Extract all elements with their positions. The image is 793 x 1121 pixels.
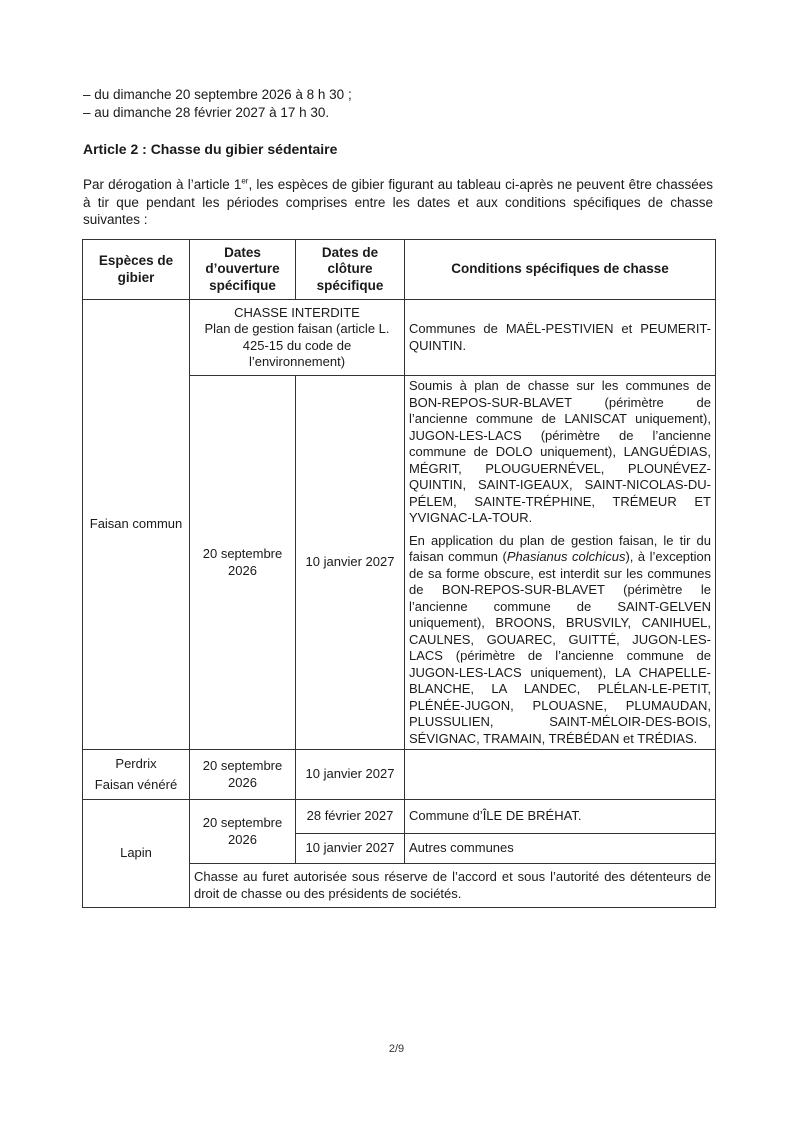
date-list bbox=[83, 86, 352, 122]
date-line-start: – du dimanche 20 septembre 2026 à 8 h 30 ; bbox=[83, 87, 352, 102]
species-lapin: Lapin bbox=[83, 800, 190, 908]
perdrix-opening: 20 septembre 2026 bbox=[190, 750, 296, 800]
faisan-cond-text-b: ), à l’exception de sa forme obscure, est interdit sur les communes de BON-REPOS-SUR-BLAVET (périmètre le l’ancienne commune de SAINT-GELVEN uniquement), BROONS, BRUSVILY, CANIHUEL, CAULNES, GOUAREC, GUITTÉ, JUGON-LES-LACS (périmètre de l’ancienne commune de JUGON-LES-LACS uniquement), LA CHAPELLE-BLANCHE, LA LANDEC, PLÉLAN-LE-PETIT, PLÉNÉE-JUGON, PLOUASNE, PLUMAUDAN, PLUSSULIEN, SAINT-MÉLOIR-DES-BOIS, SÉVIGNAC, TRAMAIN, TRÉBÉDAN et TRÉDIAS. bbox=[409, 549, 712, 746]
perdrix-closing: 10 janvier 2027 bbox=[296, 750, 405, 800]
header-conditions: Conditions spécifiques de chasse bbox=[405, 240, 716, 300]
perdrix-conditions bbox=[405, 750, 716, 800]
lapin-conditions-autres: Autres communes bbox=[405, 834, 716, 864]
article-title: Article 2 : Chasse du gibier sédentaire bbox=[83, 141, 338, 157]
lapin-closing-autres: 10 janvier 2027 bbox=[296, 834, 405, 864]
latin-name: Phasianus colchicus bbox=[506, 549, 626, 564]
table-row-perdrix bbox=[83, 750, 716, 800]
faisan-conditions-plan-gestion bbox=[409, 533, 711, 748]
faisan-interdite-conditions: Communes de MAËL-PESTIVIEN et PEUMERIT-QUINTIN. bbox=[405, 300, 716, 376]
table-row-faisan-interdite bbox=[83, 300, 716, 376]
faisan-interdite-detail: Plan de gestion faisan (article L. 425-15 du code de l’environnement) bbox=[204, 321, 390, 369]
species-perdrix-line1: Perdrix bbox=[115, 756, 157, 771]
faisan-interdite-title: CHASSE INTERDITE bbox=[234, 304, 360, 320]
table-row-lapin-1 bbox=[83, 800, 716, 834]
species-perdrix-line2: Faisan vénéré bbox=[94, 776, 178, 792]
article-paragraph bbox=[83, 176, 713, 229]
hunting-table bbox=[82, 239, 716, 908]
paragraph-superscript: er bbox=[241, 176, 249, 186]
faisan-closing: 10 janvier 2027 bbox=[296, 376, 405, 750]
date-line-end: – au dimanche 28 février 2027 à 17 h 30. bbox=[83, 105, 330, 120]
faisan-interdite-cell bbox=[190, 300, 405, 376]
header-closing: Dates de clôture spécifique bbox=[296, 240, 405, 300]
lapin-opening: 20 septembre 2026 bbox=[190, 800, 296, 864]
species-perdrix bbox=[83, 750, 190, 800]
lapin-closing-brehat: 28 février 2027 bbox=[296, 800, 405, 834]
lapin-furet-conditions: Chasse au furet autorisée sous réserve de l’accord et sous l’autorité des détenteurs de droit de chasse ou des présidents de sociétés. bbox=[190, 864, 716, 908]
header-species: Espèces de gibier bbox=[83, 240, 190, 300]
faisan-opening: 20 septembre 2026 bbox=[190, 376, 296, 750]
faisan-conditions bbox=[405, 376, 716, 750]
paragraph-text-a: Par dérogation à l’article 1 bbox=[83, 177, 242, 192]
page-number: 2/9 bbox=[388, 1043, 405, 1055]
faisan-conditions-plan-chasse: Soumis à plan de chasse sur les communes de BON-REPOS-SUR-BLAVET (périmètre de l’ancienne commune de LANISCAT uniquement), JUGON-LES-LACS (périmètre de l’ancienne commune de DOLO uniquement), LANGUÉDIAS, MÉGRIT, PLOUGUERNÉVEL, PLOUNÉVEZ-QUINTIN, SAINT-IGEAUX, SAINT-NICOLAS-DU-PÉLEM, SAINTE-TRÉPHINE, TRÉMEUR ET YVIGNAC-LA-TOUR. bbox=[409, 378, 711, 525]
header-opening: Dates d’ouverture spécifique bbox=[190, 240, 296, 300]
faisan-cond-text-a: En application du plan de gestion faisan, le tir du faisan commun ( bbox=[409, 532, 711, 564]
lapin-conditions-brehat: Commune d’ÎLE DE BRÉHAT. bbox=[405, 800, 716, 834]
paragraph-text-b: , les espèces de gibier figurant au tableau ci-après ne peuvent être chassées à tir que pendant les périodes comprises entre les dates et aux conditions spécifiques de chasse suivantes : bbox=[83, 177, 713, 227]
species-faisan: Faisan commun bbox=[83, 300, 190, 750]
table-header-row bbox=[83, 240, 716, 300]
